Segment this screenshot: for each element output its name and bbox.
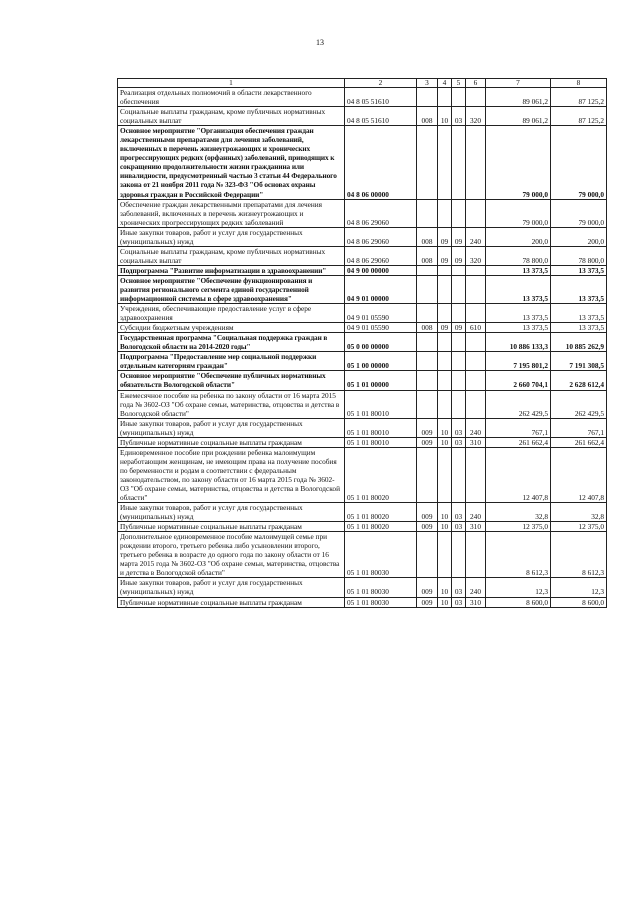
- amount-2019-cell: 2 660 704,1: [486, 371, 551, 390]
- row-name-cell: Ежемесячное пособие на ребенка по закону области от 16 марта 2015 года № 3602-ОЗ "Об охране семьи, материнства, отцовства и детства в Вологодской области": [118, 390, 345, 418]
- department-code-cell: [417, 333, 438, 352]
- target-code-cell: 04 9 01 05590: [345, 323, 417, 333]
- section-code-cell: 10: [438, 578, 452, 597]
- subsection-code-cell: 03: [452, 503, 466, 522]
- target-code-cell: 04 9 00 00000: [345, 265, 417, 275]
- target-code-cell: 05 0 00 00000: [345, 333, 417, 352]
- target-code-cell: 04 8 05 51610: [345, 88, 417, 107]
- section-code-cell: 09: [438, 246, 452, 265]
- department-code-cell: 009: [417, 578, 438, 597]
- expense-type-cell: [466, 265, 486, 275]
- amount-2019-cell: 262 429,5: [486, 390, 551, 418]
- amount-2019-cell: 10 886 133,3: [486, 333, 551, 352]
- subsection-code-cell: 09: [452, 323, 466, 333]
- department-code-cell: 009: [417, 437, 438, 447]
- table-row: [118, 352, 607, 371]
- target-code-cell: 05 1 00 00000: [345, 352, 417, 371]
- table-row: [118, 199, 607, 227]
- expense-type-cell: [466, 275, 486, 303]
- expense-type-cell: [466, 390, 486, 418]
- amount-2020-cell: 261 662,4: [551, 437, 607, 447]
- amount-2020-cell: 8 612,3: [551, 532, 607, 578]
- expense-type-cell: [466, 88, 486, 107]
- department-code-cell: 009: [417, 418, 438, 437]
- table-row: [118, 126, 607, 199]
- target-code-cell: 04 8 06 00000: [345, 126, 417, 199]
- amount-2019-cell: 13 373,5: [486, 275, 551, 303]
- amount-2019-cell: 12 407,8: [486, 447, 551, 502]
- table-row: [118, 371, 607, 390]
- target-code-cell: 05 1 01 80030: [345, 597, 417, 607]
- subsection-code-cell: [452, 265, 466, 275]
- target-code-cell: 05 1 01 80030: [345, 578, 417, 597]
- amount-2019-cell: 79 000,0: [486, 199, 551, 227]
- department-code-cell: [417, 532, 438, 578]
- section-code-cell: 09: [438, 227, 452, 246]
- amount-2020-cell: 10 885 262,9: [551, 333, 607, 352]
- table-row: [118, 275, 607, 303]
- column-header: 1: [118, 79, 345, 88]
- subsection-code-cell: [452, 304, 466, 323]
- table-row: [118, 447, 607, 502]
- target-code-cell: 04 9 01 05590: [345, 304, 417, 323]
- table-row: [118, 88, 607, 107]
- expense-type-cell: [466, 304, 486, 323]
- table-row: [118, 597, 607, 607]
- row-name-cell: Основное мероприятие "Организация обеспечения граждан лекарственными препаратами для лечения заболеваний, включенных в перечень жизнеугрожающих и хронических прогрессирующих редких (орфанных) заболеваний, приводящих к сокращению продолжительности жизни гражданина или инвалидности, предусмотренный частью 3 статьи 44 Федерального закона от 21 ноября 2011 года № 323-ФЗ "Об основах охраны здоровья граждан в Российской Федерации": [118, 126, 345, 199]
- subsection-code-cell: 03: [452, 522, 466, 532]
- table-row: [118, 246, 607, 265]
- subsection-code-cell: 03: [452, 107, 466, 126]
- amount-2020-cell: 13 373,5: [551, 323, 607, 333]
- target-code-cell: 05 1 01 80020: [345, 522, 417, 532]
- department-code-cell: [417, 304, 438, 323]
- subsection-code-cell: [452, 390, 466, 418]
- column-header: 7: [486, 79, 551, 88]
- amount-2019-cell: 32,8: [486, 503, 551, 522]
- row-name-cell: Социальные выплаты гражданам, кроме публичных нормативных социальных выплат: [118, 107, 345, 126]
- column-header: 3: [417, 79, 438, 88]
- subsection-code-cell: [452, 371, 466, 390]
- subsection-code-cell: [452, 126, 466, 199]
- row-name-cell: Иные закупки товаров, работ и услуг для государственных (муниципальных) нужд: [118, 503, 345, 522]
- expense-type-cell: [466, 447, 486, 502]
- expense-type-cell: 240: [466, 578, 486, 597]
- expense-type-cell: 320: [466, 107, 486, 126]
- department-code-cell: [417, 199, 438, 227]
- row-name-cell: Иные закупки товаров, работ и услуг для государственных (муниципальных) нужд: [118, 418, 345, 437]
- column-header: 8: [551, 79, 607, 88]
- row-name-cell: Единовременное пособие при рождении ребенка малоимущим неработающим женщинам, не имеющим права на получение пособия по беременности и родам в соответствии с федеральным законодательством, по закону области от 16 марта 2015 года № 3602-ОЗ "Об охране семьи, материнства, отцовства и детства в Вологодской области": [118, 447, 345, 502]
- expense-type-cell: 310: [466, 522, 486, 532]
- amount-2020-cell: 12 407,8: [551, 447, 607, 502]
- expense-type-cell: 610: [466, 323, 486, 333]
- amount-2020-cell: 13 373,5: [551, 265, 607, 275]
- section-code-cell: [438, 88, 452, 107]
- section-code-cell: [438, 333, 452, 352]
- subsection-code-cell: 03: [452, 418, 466, 437]
- amount-2020-cell: 78 800,0: [551, 246, 607, 265]
- amount-2020-cell: 12 375,0: [551, 522, 607, 532]
- table-row: [118, 304, 607, 323]
- amount-2020-cell: 32,8: [551, 503, 607, 522]
- section-code-cell: [438, 265, 452, 275]
- row-name-cell: Обеспечение граждан лекарственными препаратами для лечения заболеваний, включенных в перечень жизнеугрожающих и хронических прогрессирующих редких заболеваний: [118, 199, 345, 227]
- subsection-code-cell: 09: [452, 246, 466, 265]
- department-code-cell: 009: [417, 522, 438, 532]
- target-code-cell: 05 1 01 80010: [345, 390, 417, 418]
- section-code-cell: 10: [438, 597, 452, 607]
- expense-type-cell: 240: [466, 418, 486, 437]
- row-name-cell: Основное мероприятие "Обеспечение публичных нормативных обязательств Вологодской области": [118, 371, 345, 390]
- department-code-cell: 008: [417, 246, 438, 265]
- table-row: [118, 578, 607, 597]
- department-code-cell: 008: [417, 227, 438, 246]
- section-code-cell: 10: [438, 107, 452, 126]
- row-name-cell: Публичные нормативные социальные выплаты гражданам: [118, 522, 345, 532]
- section-code-cell: [438, 390, 452, 418]
- department-code-cell: 009: [417, 503, 438, 522]
- subsection-code-cell: 09: [452, 227, 466, 246]
- section-code-cell: 10: [438, 418, 452, 437]
- table-row: [118, 522, 607, 532]
- department-code-cell: [417, 447, 438, 502]
- subsection-code-cell: [452, 352, 466, 371]
- amount-2020-cell: 13 373,5: [551, 275, 607, 303]
- amount-2020-cell: 79 000,0: [551, 126, 607, 199]
- amount-2019-cell: 12,3: [486, 578, 551, 597]
- department-code-cell: [417, 88, 438, 107]
- target-code-cell: 05 1 01 80010: [345, 418, 417, 437]
- page-number: 13: [316, 38, 324, 47]
- department-code-cell: [417, 275, 438, 303]
- amount-2019-cell: 8 612,3: [486, 532, 551, 578]
- amount-2020-cell: 8 600,0: [551, 597, 607, 607]
- expense-type-cell: 240: [466, 227, 486, 246]
- section-code-cell: 10: [438, 437, 452, 447]
- expense-type-cell: [466, 371, 486, 390]
- subsection-code-cell: 03: [452, 437, 466, 447]
- target-code-cell: 05 1 01 00000: [345, 371, 417, 390]
- amount-2020-cell: 87 125,2: [551, 107, 607, 126]
- amount-2019-cell: 200,0: [486, 227, 551, 246]
- amount-2019-cell: 13 373,5: [486, 265, 551, 275]
- section-code-cell: [438, 371, 452, 390]
- expense-type-cell: 310: [466, 437, 486, 447]
- target-code-cell: 04 8 05 51610: [345, 107, 417, 126]
- section-code-cell: [438, 199, 452, 227]
- target-code-cell: 05 1 01 80020: [345, 447, 417, 502]
- department-code-cell: [417, 352, 438, 371]
- table-row: [118, 107, 607, 126]
- row-name-cell: Учреждения, обеспечивающие предоставление услуг в сфере здравоохранения: [118, 304, 345, 323]
- table-row: [118, 503, 607, 522]
- table-row: [118, 333, 607, 352]
- amount-2020-cell: 262 429,5: [551, 390, 607, 418]
- target-code-cell: 04 8 06 29060: [345, 246, 417, 265]
- target-code-cell: 04 8 06 29060: [345, 199, 417, 227]
- section-code-cell: [438, 352, 452, 371]
- section-code-cell: 10: [438, 503, 452, 522]
- row-name-cell: Основное мероприятие "Обеспечение функционирования и развития регионального сегмента единой государственной информационной системы в сфере здравоохранения": [118, 275, 345, 303]
- amount-2019-cell: 12 375,0: [486, 522, 551, 532]
- target-code-cell: 04 8 06 29060: [345, 227, 417, 246]
- row-name-cell: Иные закупки товаров, работ и услуг для государственных (муниципальных) нужд: [118, 227, 345, 246]
- amount-2019-cell: 7 195 801,2: [486, 352, 551, 371]
- expense-type-cell: [466, 199, 486, 227]
- target-code-cell: 04 9 01 00000: [345, 275, 417, 303]
- amount-2020-cell: 79 000,0: [551, 199, 607, 227]
- department-code-cell: 008: [417, 107, 438, 126]
- column-header: 6: [466, 79, 486, 88]
- column-header: 4: [438, 79, 452, 88]
- expense-type-cell: 320: [466, 246, 486, 265]
- column-header: 2: [345, 79, 417, 88]
- row-name-cell: Реализация отдельных полномочий в области лекарственного обеспечения: [118, 88, 345, 107]
- department-code-cell: 009: [417, 597, 438, 607]
- subsection-code-cell: [452, 88, 466, 107]
- department-code-cell: 008: [417, 323, 438, 333]
- amount-2019-cell: 8 600,0: [486, 597, 551, 607]
- row-name-cell: Дополнительное единовременное пособие малоимущей семье при рождении второго, третьего ребенка либо усыновлении второго, третьего ребенка в возрасте до одного года по закону области от 16 марта 2015 года № 3602-ОЗ "Об охране семьи, материнства, отцовства и детства в Вологодской области": [118, 532, 345, 578]
- subsection-code-cell: [452, 199, 466, 227]
- amount-2020-cell: 87 125,2: [551, 88, 607, 107]
- section-code-cell: [438, 304, 452, 323]
- target-code-cell: 05 1 01 80030: [345, 532, 417, 578]
- table-row: [118, 532, 607, 578]
- expense-type-cell: [466, 333, 486, 352]
- amount-2019-cell: 767,1: [486, 418, 551, 437]
- subsection-code-cell: 03: [452, 597, 466, 607]
- amount-2019-cell: 13 373,5: [486, 304, 551, 323]
- section-code-cell: [438, 447, 452, 502]
- amount-2020-cell: 200,0: [551, 227, 607, 246]
- expense-type-cell: [466, 352, 486, 371]
- subsection-code-cell: [452, 333, 466, 352]
- amount-2020-cell: 12,3: [551, 578, 607, 597]
- row-name-cell: Подпрограмма "Предоставление мер социальной поддержки отдельным категориям граждан": [118, 352, 345, 371]
- section-code-cell: 10: [438, 522, 452, 532]
- row-name-cell: Подпрограмма "Развитие информатизации в здравоохранении": [118, 265, 345, 275]
- expense-type-cell: [466, 126, 486, 199]
- subsection-code-cell: [452, 532, 466, 578]
- department-code-cell: [417, 371, 438, 390]
- section-code-cell: [438, 275, 452, 303]
- budget-table: [117, 78, 607, 608]
- table-row: [118, 390, 607, 418]
- amount-2020-cell: 767,1: [551, 418, 607, 437]
- expense-type-cell: 310: [466, 597, 486, 607]
- amount-2019-cell: 79 000,0: [486, 126, 551, 199]
- row-name-cell: Публичные нормативные социальные выплаты гражданам: [118, 597, 345, 607]
- table-row: [118, 227, 607, 246]
- target-code-cell: 05 1 01 80010: [345, 437, 417, 447]
- row-name-cell: Государственная программа "Социальная поддержка граждан в Вологодской области на 2014-2020 годы": [118, 333, 345, 352]
- department-code-cell: [417, 390, 438, 418]
- amount-2019-cell: 78 800,0: [486, 246, 551, 265]
- amount-2019-cell: 89 061,2: [486, 88, 551, 107]
- department-code-cell: [417, 126, 438, 199]
- department-code-cell: [417, 265, 438, 275]
- table-row: [118, 265, 607, 275]
- amount-2020-cell: 2 628 612,4: [551, 371, 607, 390]
- amount-2019-cell: 89 061,2: [486, 107, 551, 126]
- subsection-code-cell: [452, 447, 466, 502]
- table-row: [118, 437, 607, 447]
- target-code-cell: 05 1 01 80020: [345, 503, 417, 522]
- section-code-cell: 09: [438, 323, 452, 333]
- expense-type-cell: 240: [466, 503, 486, 522]
- expense-type-cell: [466, 532, 486, 578]
- row-name-cell: Иные закупки товаров, работ и услуг для государственных (муниципальных) нужд: [118, 578, 345, 597]
- amount-2020-cell: 13 373,5: [551, 304, 607, 323]
- table-row: [118, 323, 607, 333]
- section-code-cell: [438, 126, 452, 199]
- amount-2019-cell: 261 662,4: [486, 437, 551, 447]
- table-row: [118, 418, 607, 437]
- section-code-cell: [438, 532, 452, 578]
- row-name-cell: Публичные нормативные социальные выплаты гражданам: [118, 437, 345, 447]
- subsection-code-cell: 03: [452, 578, 466, 597]
- column-header: 5: [452, 79, 466, 88]
- subsection-code-cell: [452, 275, 466, 303]
- table-header-row: [118, 79, 607, 88]
- row-name-cell: Субсидии бюджетным учреждениям: [118, 323, 345, 333]
- row-name-cell: Социальные выплаты гражданам, кроме публичных нормативных социальных выплат: [118, 246, 345, 265]
- amount-2020-cell: 7 191 308,5: [551, 352, 607, 371]
- amount-2019-cell: 13 373,5: [486, 323, 551, 333]
